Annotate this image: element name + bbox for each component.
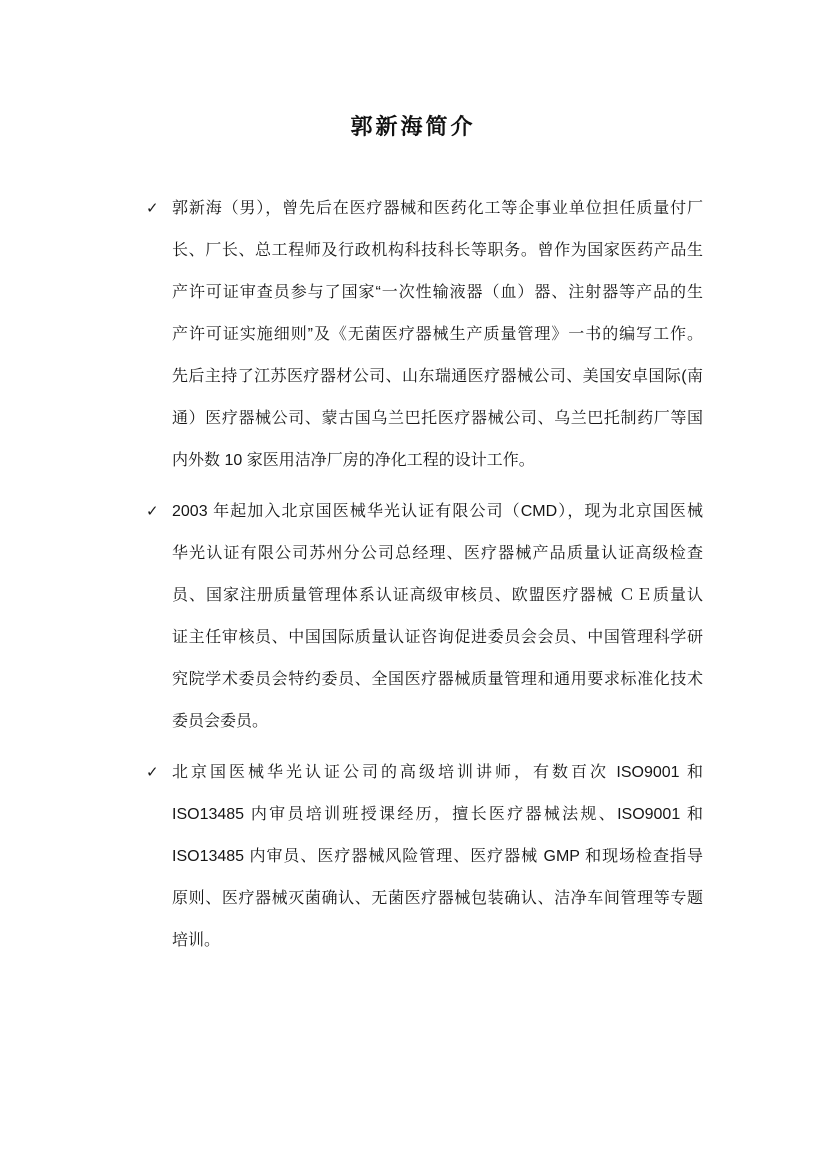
bullet-1-lines — [172, 188, 703, 482]
bullet-3-lines — [172, 752, 703, 962]
text-line: 证主任审核员、中国国际质量认证咨询促进委员会会员、中国管理科学研 — [172, 629, 703, 646]
bullet-item-2 — [146, 491, 703, 743]
text-line: 华光认证有限公司苏州分公司总经理、医疗器械产品质量认证高级检查 — [172, 545, 703, 562]
text-line: 产许可证实施细则”及《无菌医疗器械生产质量管理》一书的编写工作。 — [172, 326, 703, 343]
text-line: 原则、医疗器械灭菌确认、无菌医疗器械包装确认、洁净车间管理等专题 — [172, 890, 703, 907]
text-line: ISO13485 内审员培训班授课经历，擅长医疗器械法规、ISO9001 和 — [172, 806, 703, 823]
text-line: 长、厂长、总工程师及行政机构科技科长等职务。曾作为国家医药产品生 — [172, 242, 703, 259]
text-line: 内外数 10 家医用洁净厂房的净化工程的设计工作。 — [172, 452, 535, 469]
text-line: 究院学术委员会特约委员、全国医疗器械质量管理和通用要求标准化技术 — [172, 671, 703, 688]
text-line: 委员会委员。 — [172, 713, 269, 730]
text-line: 2003 年起加入北京国医械华光认证有限公司（CMD），现为北京国医械 — [172, 503, 703, 520]
text-line: 北京国医械华光认证公司的高级培训讲师，有数百次 ISO9001 和 — [172, 764, 703, 781]
text-line: 产许可证审查员参与了国家“一次性输液器（血）器、注射器等产品的生 — [172, 284, 703, 301]
text-line: 员、国家注册质量管理体系认证高级审核员、欧盟医疗器械 ＣＥ质量认 — [172, 587, 703, 604]
text-line: 培训。 — [172, 932, 221, 949]
checkmark-icon: ✓ — [146, 200, 159, 217]
text-line: ISO13485 内审员、医疗器械风险管理、医疗器械 GMP 和现场检查指导 — [172, 848, 703, 865]
text-line: 先后主持了江苏医疗器材公司、山东瑞通医疗器械公司、美国安卓国际(南 — [172, 368, 703, 385]
document-body — [146, 188, 703, 971]
text-line: 郭新海（男），曾先后在医疗器械和医药化工等企事业单位担任质量付厂 — [172, 200, 703, 217]
text-line: 通）医疗器械公司、蒙古国乌兰巴托医疗器械公司、乌兰巴托制药厂等国 — [172, 410, 703, 427]
bullet-item-3 — [146, 752, 703, 962]
bullet-2-lines — [172, 491, 703, 743]
checkmark-icon: ✓ — [146, 503, 159, 520]
bullet-item-1 — [146, 188, 703, 482]
document-title: 郭新海简介 — [350, 114, 476, 139]
checkmark-icon: ✓ — [146, 764, 159, 781]
